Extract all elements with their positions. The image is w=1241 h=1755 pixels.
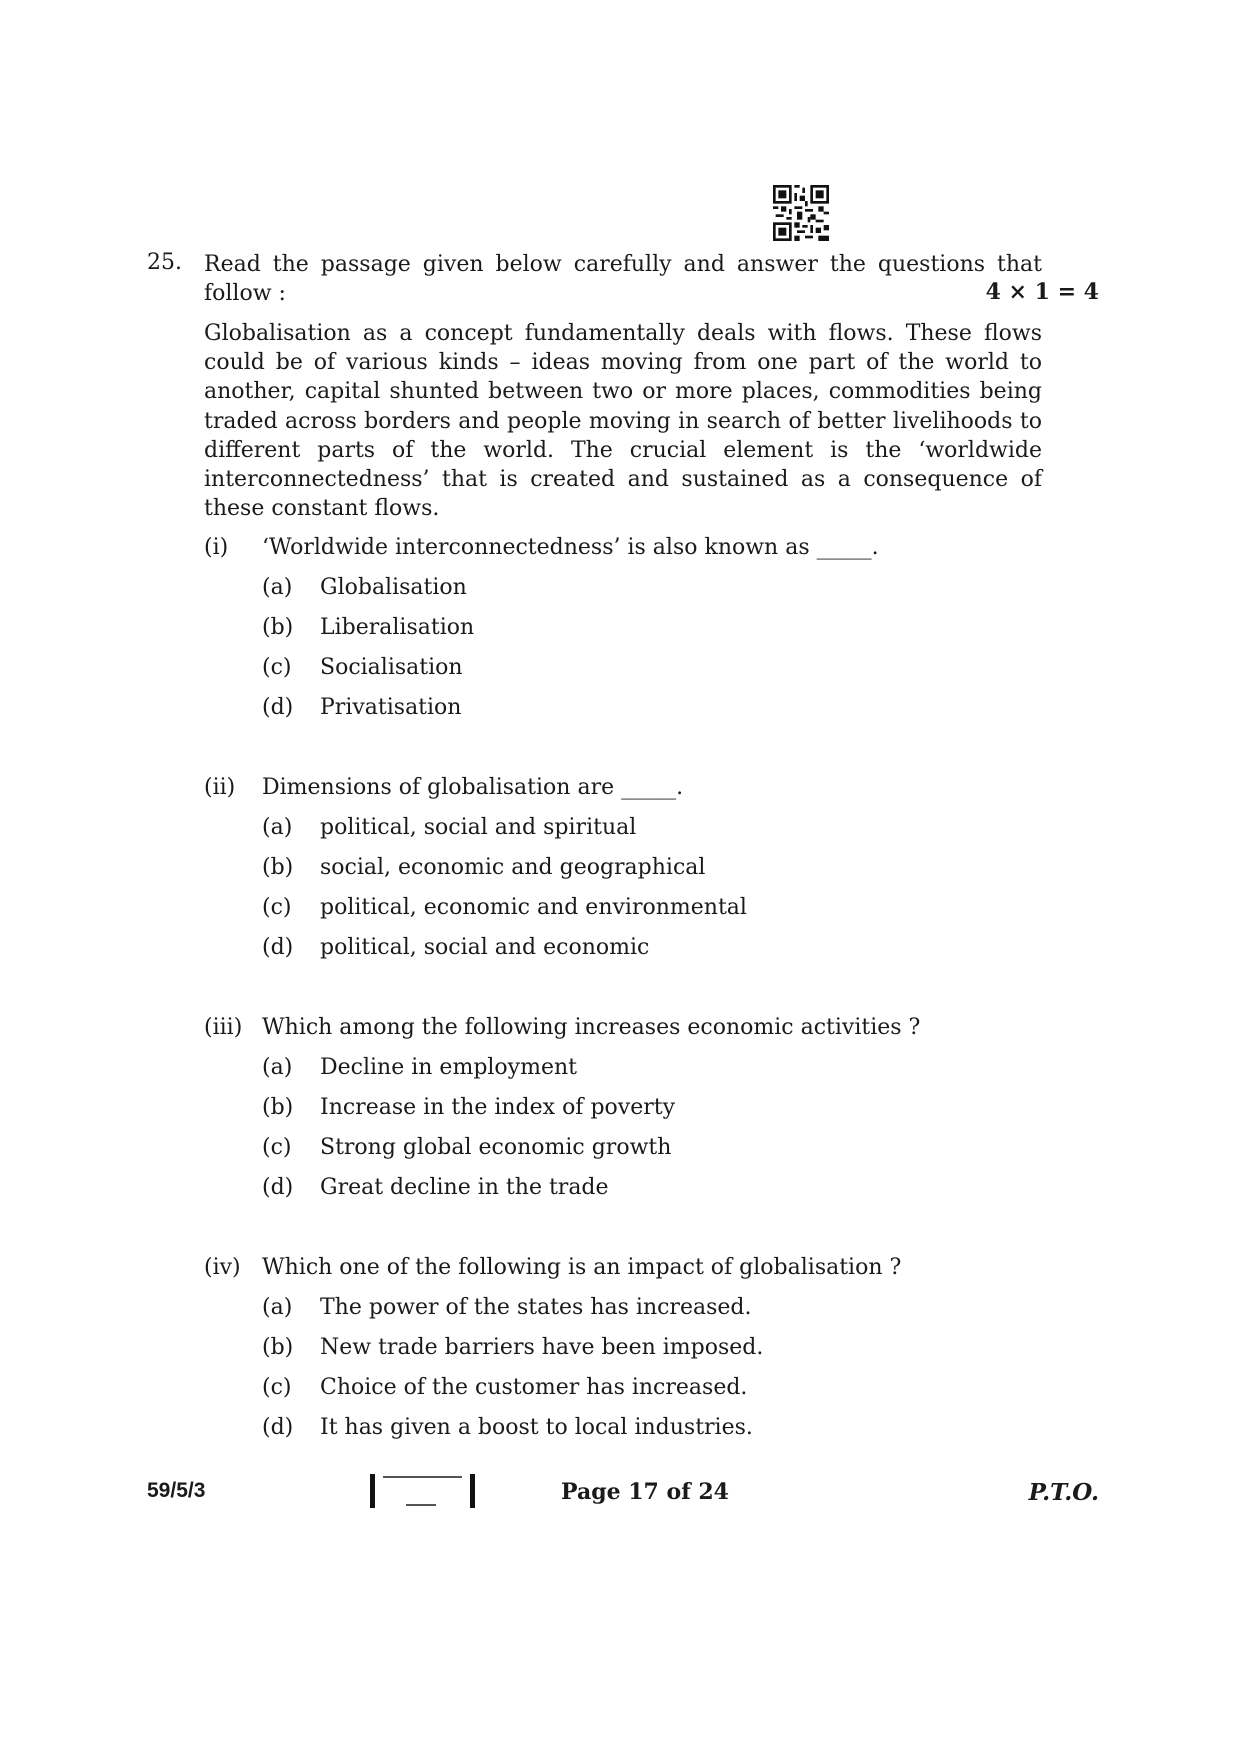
option-text: political, social and spiritual [320, 815, 637, 840]
option-text: Choice of the customer has increased. [320, 1375, 748, 1400]
option-label: (a) [262, 575, 293, 600]
option-label: (c) [262, 655, 292, 680]
passage: Globalisation as a concept fundamentally deals with flows. These flows could be of various kinds – ideas moving from one part of the world to another, capital shunted between two or more places, commodities being traded across borders and people moving in search of better livelihoods to different parts of the world. The crucial element is the ‘worldwide interconnectedness’ that is created and sustained as a consequence of these constant flows. [204, 321, 1042, 522]
option-text: social, economic and geographical [320, 855, 706, 880]
option-label: (a) [262, 1295, 293, 1320]
question-number: 25. [147, 250, 182, 275]
option-text: Great decline in the trade [320, 1175, 609, 1200]
option-label: (c) [262, 895, 292, 920]
option-text: political, economic and environmental [320, 895, 747, 920]
subquestion-text: Which among the following increases economic activities ? [262, 1015, 921, 1040]
option-label: (b) [262, 855, 294, 880]
subquestion-label: (i) [204, 535, 229, 560]
option-label: (a) [262, 815, 293, 840]
question-marks: 4 × 1 = 4 [985, 279, 1099, 305]
barcode-icon [370, 1472, 476, 1510]
option-text: political, social and economic [320, 935, 650, 960]
subquestion-label: (ii) [204, 775, 236, 800]
option-label: (d) [262, 935, 294, 960]
subquestion-text: ‘Worldwide interconnectedness’ is also known as _____. [262, 535, 879, 560]
option-text: Liberalisation [320, 615, 475, 640]
option-text: Socialisation [320, 655, 463, 680]
option-text: Privatisation [320, 695, 462, 720]
paper-code: 59/5/3 [147, 1479, 206, 1502]
subquestion-text: Which one of the following is an impact of globalisation ? [262, 1255, 902, 1280]
subquestion-text: Dimensions of globalisation are _____. [262, 775, 684, 800]
option-label: (d) [262, 1415, 294, 1440]
option-label: (b) [262, 1095, 294, 1120]
option-text: Decline in employment [320, 1055, 577, 1080]
subquestion-label: (iii) [204, 1015, 243, 1040]
question-stem: Read the passage given below carefully and answer the questions that follow : [204, 252, 1042, 306]
option-label: (a) [262, 1055, 293, 1080]
option-text: It has given a boost to local industries. [320, 1415, 753, 1440]
option-label: (d) [262, 695, 294, 720]
option-label: (b) [262, 615, 294, 640]
subquestion-label: (iv) [204, 1255, 241, 1280]
option-label: (c) [262, 1375, 292, 1400]
pto-label: P.T.O. [1028, 1479, 1099, 1506]
option-text: Globalisation [320, 575, 467, 600]
option-text: New trade barriers have been imposed. [320, 1335, 764, 1360]
page-number: Page 17 of 24 [561, 1479, 729, 1505]
option-label: (d) [262, 1175, 294, 1200]
option-label: (c) [262, 1135, 292, 1160]
qr-code-icon [773, 185, 829, 241]
option-text: Strong global economic growth [320, 1135, 672, 1160]
option-label: (b) [262, 1335, 294, 1360]
option-text: Increase in the index of poverty [320, 1095, 676, 1120]
option-text: The power of the states has increased. [320, 1295, 752, 1320]
